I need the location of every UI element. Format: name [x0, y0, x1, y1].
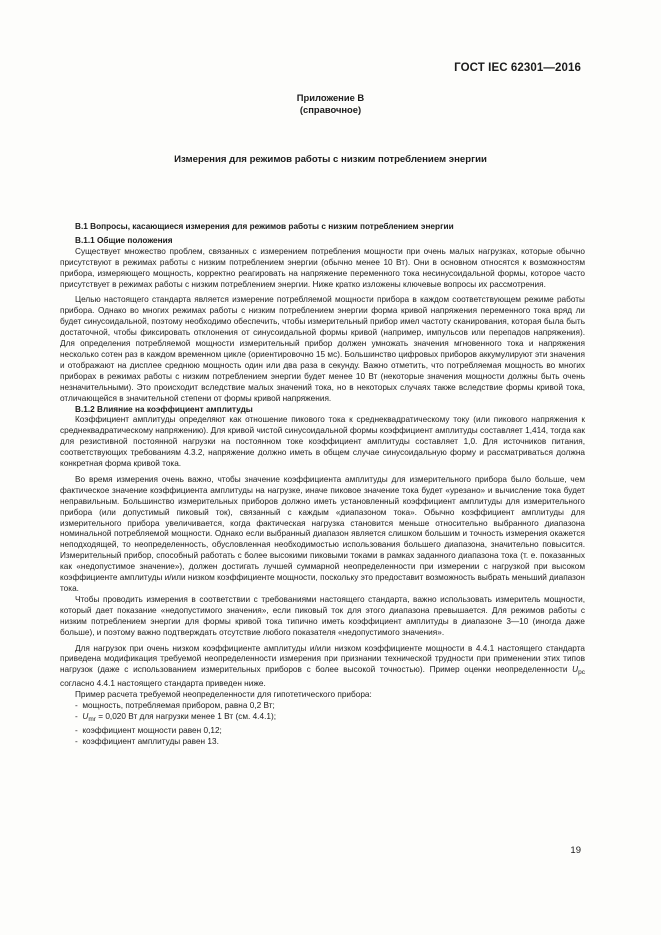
math-symbol: U [82, 711, 89, 721]
page-number: 19 [570, 845, 581, 856]
section-heading-b12: В.1.2 Влияние на коэффициент амплитуды [75, 404, 253, 414]
section-heading-b1: В.1 Вопросы, касающиеся измерения для режимов работы с низким потреблением энергии [75, 222, 454, 231]
standard-number: ГОСТ IEC 62301—2016 [454, 62, 581, 74]
math-subscript: mr [88, 715, 96, 723]
paragraph: Существует множество проблем, связанных с измерением потребления мощности при очень малых нагрузках, которые обычно присутствуют в режимах работы с низким потреблением энергии (обычно менее 10 Вт). Они в основном относятся к возможностям прибора, измеряющего мощность, корректно реагировать на напряжение переменного тока несинусоидальной формы, которое часто присутствует в режимах работы с низким потреблением энергии. Ниже кратко изложены ключевые вопросы их рассмотрения. [60, 246, 585, 289]
list-item: - мощность, потребляемая прибором, равна 0,2 Вт; [75, 701, 585, 712]
paragraph-text: согласно 4.4.1 настоящего стандарта приведен ниже. [60, 679, 266, 689]
paragraph: Пример расчета требуемой неопределенности для гипотетического прибора: [75, 690, 372, 700]
list-item: - коэффициент амплитуды равен 13. [75, 737, 585, 748]
appendix-type: (справочное) [299, 104, 362, 115]
body-text [60, 222, 585, 748]
list-item: - коэффициент мощности равен 0,12; [75, 726, 585, 737]
paragraph: Во время измерения очень важно, чтобы значение коэффициента амплитуды для измерительного прибора было больше, чем фактическое значение коэффициента амплитуды на нагрузке, иначе пиковое значение тока будет «урезано» и вычисление тока будет неправильным. Большинство измерительных приборов должно иметь установленный коэффициент амплитуды для измерительного прибора (или допустимый пиковый ток), связанный с каждым «диапазоном тока». Обычно коэффициент амплитуды для измерительного прибора увеличивается, когда фактическая нагрузка становится меньше относительно выбранного диапазона номинальной потребляемой мощности. Однако если выбранный диапазон является слишком большим и точность измерения окажется неподходящей, то неопределенность, обусловленная необходимостью использования большего диапазона, значительно повысится. Измерительный прибор, способный работать с более высокими пиковыми токами в рамках заданного диапазона тока (т. е. показанных как «недопустимое значение»), должен достигать лучшей суммарной неопределенности при измерении с нагрузкой при высоком коэффициенте амплитуды и/или низком коэффициенте мощности, поскольку это предоставит возможность выбрать меньший диапазон тока. [60, 474, 585, 593]
paragraph: Целью настоящего стандарта является измерение потребляемой мощности прибора в каждом соответствующем режиме работы прибора. Однако во многих режимах работы с низким потреблением энергии форма кривой напряжения переменного тока вряд ли будет синусоидальной, поэтому необходимо обеспечить, чтобы измерительный прибор имел частоту сканирования, которая была быть достаточной, чтобы фиксировать отклонения от синусоидальной формы кривой (например, импульсов или перепадов напряжения). Для определения потребляемой мощности измерительный прибор должен умножать значения мгновенного тока и напряжения несколько сотен раз в каждом временном цикле (ориентировочно 15 мс). Большинство цифровых приборов аккумулируют эти значения и отображают на дисплее среднюю мощность один или два раза в секунду. Важно отметить, что потребляемая мощность во многих приборах в режимах работы с низким потреблением энергии будет менее 10 Вт (некоторые значения мощности должны быть очень незначительными). Это происходит вследствие малых значений тока, но в некоторых случаях также вследствие формы кривой тока, отличающейся в значительной степени от формы кривой напряжения. [60, 295, 585, 403]
paragraph: Коэффициент амплитуды определяют как отношение пикового тока к среднеквадратическому току (или пикового напряжения к среднеквадратическому напряжению). Для кривой чистой синусоидальной формы коэффициент амплитуды составляет 1,414, тогда как для резистивной постоянной нагрузки на постоянном токе коэффициент амплитуды составляет 1,0. Для источников питания, соответствующих требованиям 4.3.2, напряжение должно иметь в общем случае синусоидальную форму и рассматриваться должна конкретная форма кривой тока. [60, 415, 585, 469]
list-item: - $U_{mr} = 0,020$ Вт для нагрузки менее 1 Вт (см. 4.4.1); [75, 712, 585, 726]
appendix-heading [0, 92, 661, 116]
example-list [60, 701, 585, 748]
appendix-label: Приложение В [296, 92, 365, 103]
paragraph: Чтобы проводить измерения в соответствии с требованиями настоящего стандарта, важно использовать измеритель мощности, который дает показание «недопустимого значения», если пиковый ток для этого диапазона превышается. Для режимов работы с низким потреблением энергии для формы кривой тока типично иметь коэффициент амплитуды в диапазоне 3—10 (иногда даже больше), и поэтому важно подтверждать отсутствие любого показателя «недопустимого значения». [60, 594, 585, 637]
paragraph-text: Для нагрузок при очень низком коэффициенте амплитуды и/или низком коэффициенте мощности в 4.4.1 настоящего стандарта приведена модификация требуемой неопределенности измерения при признании технической трудности при применении этих типов нагрузок (даже с использованием измерительных приборов с более высокой точностью). Пример оценки неопределенности [60, 643, 585, 675]
section-heading-b11: В.1.1 Общие положения [75, 235, 173, 245]
paragraph [60, 644, 585, 691]
math-symbol: U [572, 665, 579, 675]
appendix-title: Измерения для режимов работы с низким потреблением энергии [174, 154, 487, 165]
math-subscript: pc [578, 669, 586, 677]
